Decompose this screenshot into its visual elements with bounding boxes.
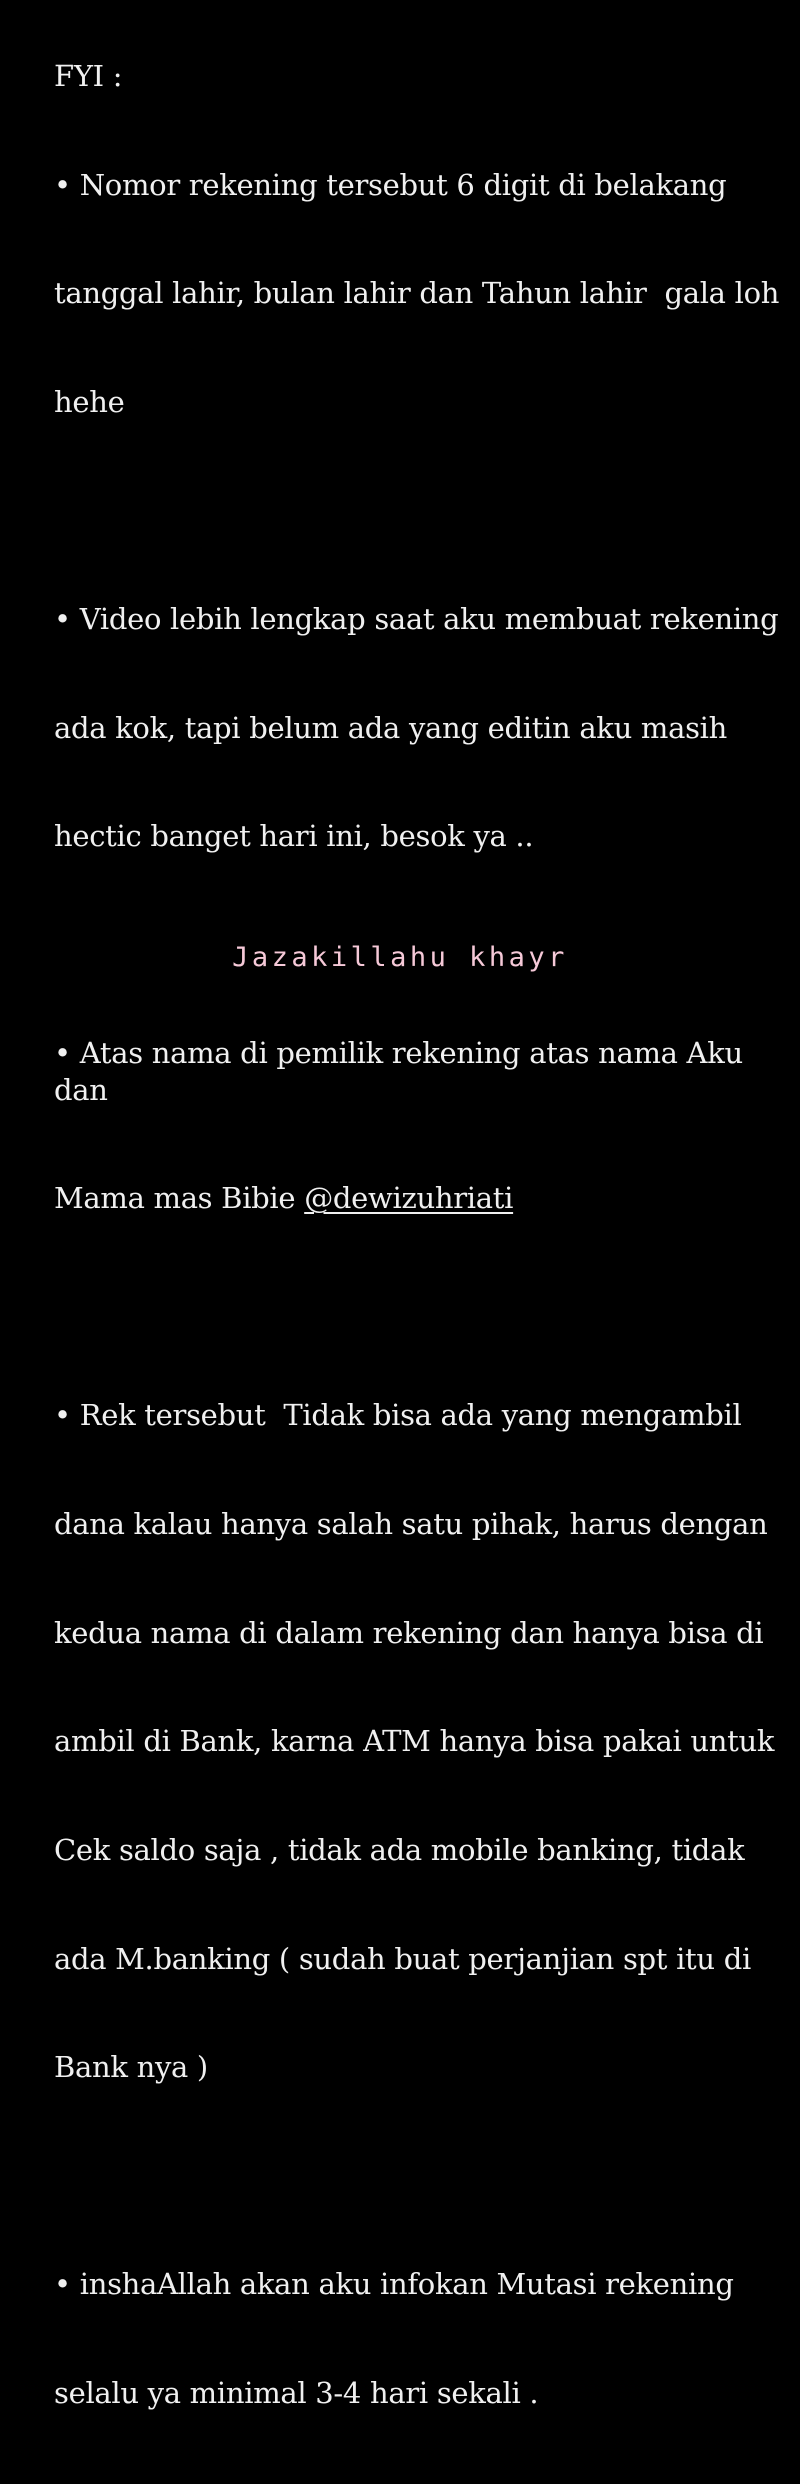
text-line: • Nomor rekening tersebut 6 digit di belakang: [54, 167, 727, 202]
text-line: • inshaAllah akan aku infokan Mutasi rekening: [54, 2267, 734, 2302]
text-line: Cek saldo saja , tidak ada mobile banking, tidak: [54, 1832, 745, 1867]
text-line: kedua nama di dalam rekening dan hanya bisa di: [54, 1615, 764, 1650]
bullet-withdrawal-rules: [54, 1325, 784, 2158]
text-line: selalu ya minimal 3-4 hari sekali .: [54, 2375, 539, 2410]
text-line: [54, 1180, 784, 1216]
bullet-video: [54, 529, 784, 927]
bullet-account-owner: [54, 963, 784, 1289]
story-text: [54, 58, 784, 2484]
text-line: ada kok, tapi belum ada yang editin aku masih: [54, 710, 727, 745]
text-line: • Rek tersebut Tidak bisa ada yang mengambil: [54, 1398, 742, 1433]
text-line: ada M.banking ( sudah buat perjanjian spt itu di: [54, 1941, 751, 1976]
bullet-account-number: [54, 94, 784, 492]
text-line: hehe: [54, 384, 125, 419]
text-line: • Atas nama di pemilik rekening atas nama Aku dan: [54, 1036, 752, 1107]
signature-text: Jazakillahu khayr: [232, 942, 568, 973]
text-line: Bank nya ): [54, 2050, 208, 2085]
mention-link[interactable]: @dewizuhriati: [304, 1181, 514, 1216]
text-line: ambil di Bank, karna ATM hanya bisa pakai untuk: [54, 1724, 775, 1759]
text-line: • Video lebih lengkap saat aku membuat rekening: [54, 602, 779, 637]
text-line-prefix: Mama mas Bibie: [54, 1181, 305, 1216]
text-line: dana kalau hanya salah satu pihak, harus dengan: [54, 1507, 768, 1542]
text-line: tanggal lahir, bulan lahir dan Tahun lahir gala loh: [54, 276, 780, 311]
story-heading: FYI :: [54, 59, 123, 93]
bullet-mutation-info: [54, 2194, 784, 2484]
text-line: hectic banget hari ini, besok ya ..: [54, 819, 534, 854]
